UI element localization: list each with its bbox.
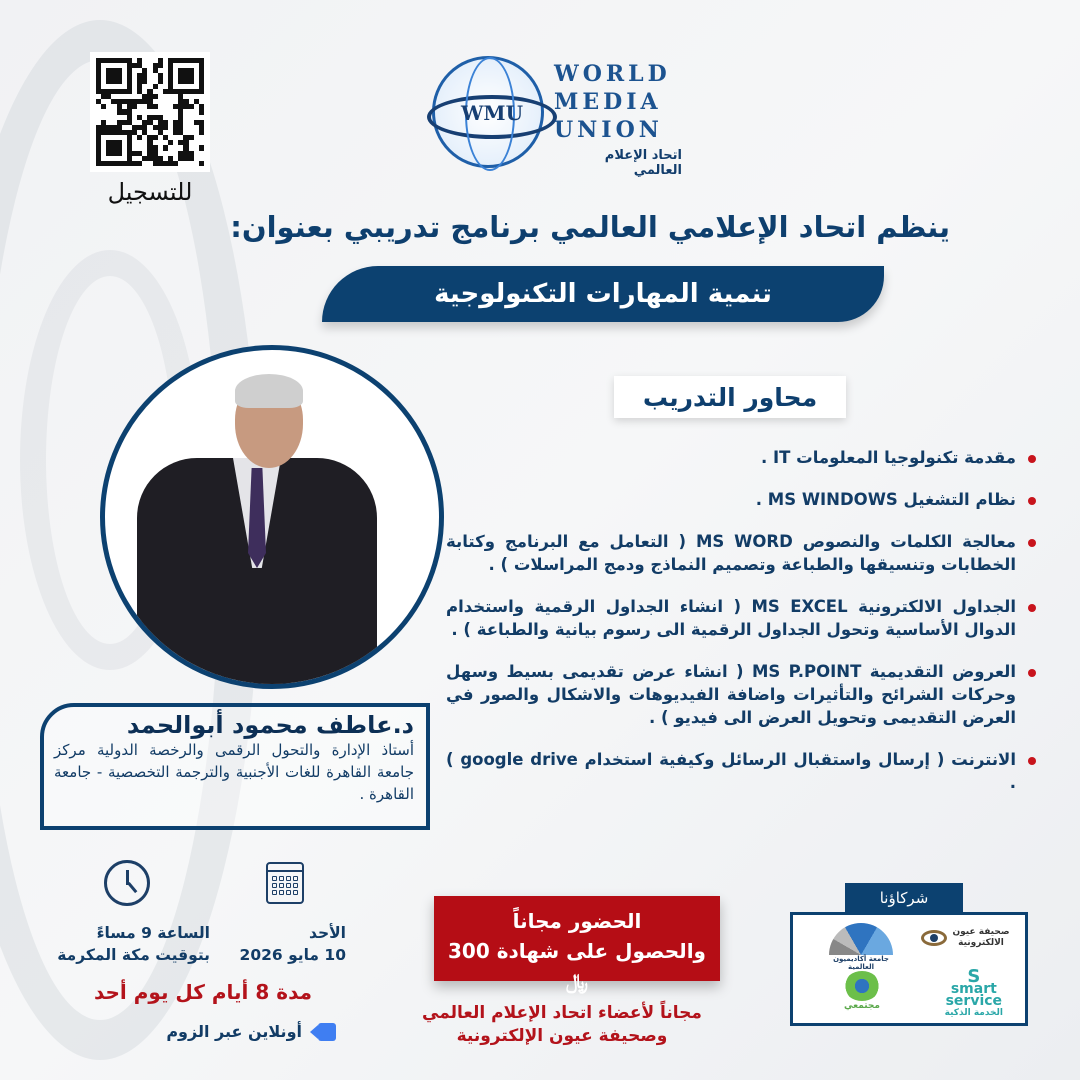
qr-label: للتسجيل (107, 178, 193, 206)
calendar-icon (266, 862, 304, 904)
event-timezone: بتوقيت مكة المكرمة (57, 946, 210, 964)
logo-arabic-name: اتحاد الإعلام العالمي (604, 148, 682, 178)
topic-item: الانترنت ( إرسال واستقبال الرسائل وكيفية استخدام google drive ) . (446, 748, 1036, 794)
partners-logos (790, 912, 1028, 1026)
eye-icon (921, 930, 947, 946)
logo-word-3: UNION (554, 117, 663, 143)
online-platform (96, 1022, 336, 1041)
bullet-icon (1028, 604, 1036, 612)
book-icon (829, 923, 893, 955)
globe-icon (432, 56, 544, 168)
person-hair (235, 374, 303, 408)
program-title-banner (322, 266, 884, 322)
partner-smart-service-logo: S smart service الخدمة الذكية (944, 966, 1003, 1018)
event-day: الأحد (309, 924, 346, 942)
trainer-bio: أستاذ الإدارة والتحول الرقمى والرخصة الدولية مركز جامعة القاهرة للغات الأجنبية والترجمة التخصصية - جامعة القاهرة . (54, 741, 414, 803)
partner-academic-university-logo: جامعة أكاديميون العالمية (829, 923, 893, 967)
bullet-icon (1028, 669, 1036, 677)
logo-wordmark (554, 60, 671, 144)
smart-s-icon: S (967, 966, 981, 987)
logo-word-2: MEDIA (554, 89, 662, 115)
event-duration: مدة 8 أيام كل يوم أحد (93, 980, 313, 1004)
online-platform-label: أونلاين عبر الزوم (166, 1022, 302, 1041)
training-topics-list (446, 446, 1036, 813)
bullet-icon (1028, 539, 1036, 547)
certificate-price-line: والحصول على شهادة 300 ﷼ (448, 939, 706, 993)
training-axes-title (614, 376, 846, 418)
qr-code-pattern (96, 58, 204, 166)
qr-code[interactable] (90, 52, 210, 172)
members-note: مجاناً لأعضاء اتحاد الإعلام العالمي وصحيفة عيون الإلكترونية (422, 1003, 702, 1046)
free-attendance-box (434, 896, 720, 993)
logo-emblem-text: WMU (460, 101, 524, 125)
topic-item: الجداول الالكترونية MS EXCEL ( انشاء الجداول الرقمية واستخدام الدوال الأساسية وتحول الجداول الرقمية الى رسوم بيانية والطباعة ) . (446, 595, 1036, 641)
event-date (226, 922, 346, 966)
topic-item: العروض التقديمية MS P.POINT ( انشاء عرض تقديمى بسيط وسهل وحركات الشرائح والتأثيرات واضافة الفيديوهات والاشكال والصور في العرض التقديمى وتحويل العرض الى فيديو ) . (446, 660, 1036, 729)
partner-mujtamai-logo: مجتمعي (837, 971, 887, 1011)
wmu-logo (432, 50, 682, 178)
tree-icon (844, 971, 880, 1001)
event-time-value: الساعة 9 مساءً (96, 924, 210, 942)
partners-title: شركاؤنا (845, 883, 963, 913)
bullet-icon (1028, 757, 1036, 765)
registration-qr[interactable] (90, 52, 210, 206)
topic-item: معالجة الكلمات والنصوص MS WORD ( التعامل مع البرنامج وكتابة الخطابات وتنسيقها والطباعة وتصميم النماذج ودمج المراسلات ) . (446, 530, 1036, 576)
clock-icon (104, 860, 150, 906)
bullet-icon (1028, 455, 1036, 463)
event-date-value: 10 مايو 2026 (239, 946, 346, 964)
topic-item: نظام التشغيل MS WINDOWS . (446, 488, 1036, 511)
headline: ينظم اتحاد الإعلامي العالمي برنامج تدريبي بعنوان: (230, 210, 950, 244)
event-time (50, 922, 210, 966)
zoom-camera-icon (310, 1023, 336, 1041)
trainer-photo (100, 345, 444, 689)
program-title: تنمية المهارات التكنولوجية (434, 279, 772, 309)
logo-word-1: WORLD (554, 61, 671, 87)
topic-item: مقدمة تكنولوجيا المعلومات IT . (446, 446, 1036, 469)
partner-oyoun-logo: صحيفة عيون الالكترونية (921, 927, 1011, 949)
trainer-name: د.عاطف محمود أبوالحمد (126, 711, 414, 739)
free-attendance-line: الحضور مجاناً (512, 909, 642, 933)
bullet-icon (1028, 497, 1036, 505)
trainer-bio-card (40, 703, 430, 830)
training-axes-label: محاور التدريب (642, 382, 818, 412)
